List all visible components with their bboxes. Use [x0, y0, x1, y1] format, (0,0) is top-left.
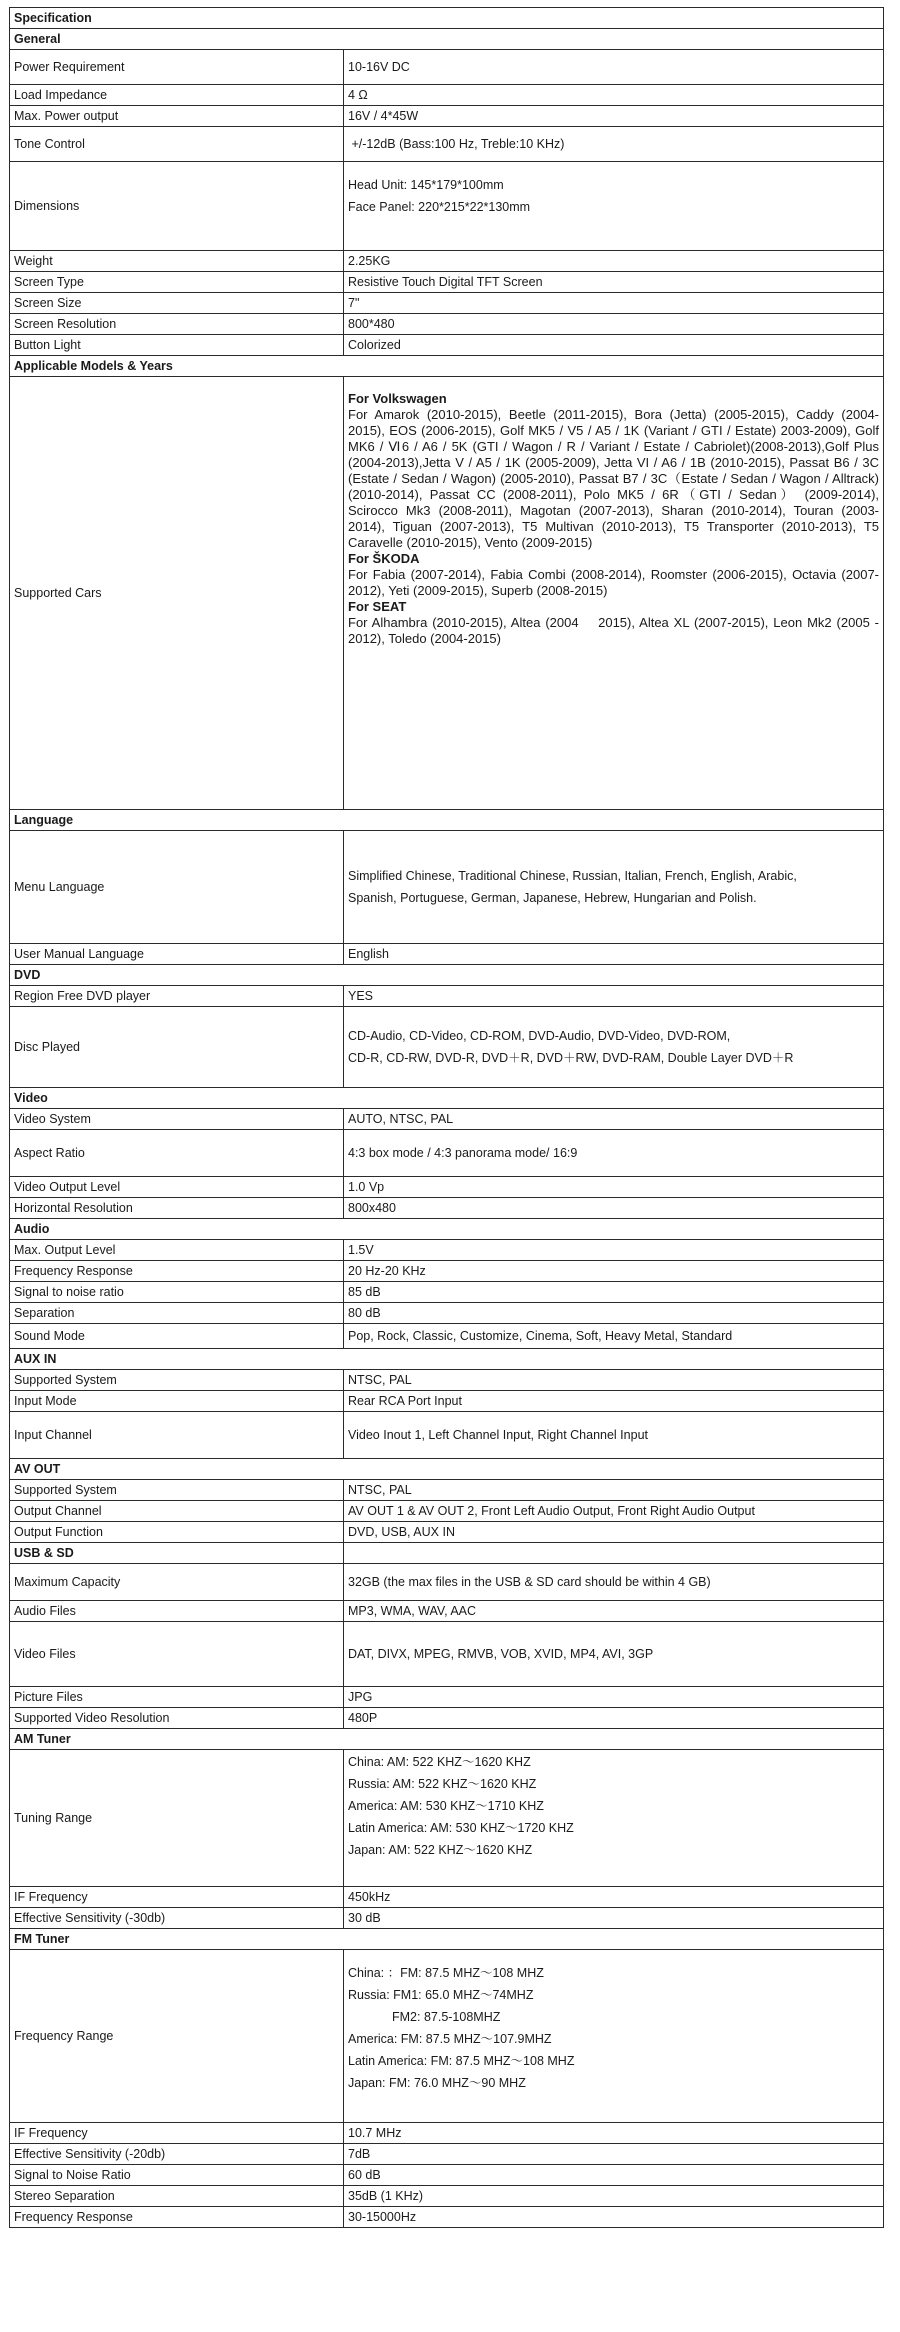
spec-label: Video System	[10, 1109, 344, 1130]
spec-label: Load Impedance	[10, 85, 344, 106]
table-title-row	[10, 8, 884, 29]
spec-label: Stereo Separation	[10, 2186, 344, 2207]
spec-label: Horizontal Resolution	[10, 1198, 344, 1219]
spec-row-video-output-level	[10, 1177, 884, 1198]
spec-label: Disc Played	[10, 1007, 344, 1088]
spec-label: Supported System	[10, 1370, 344, 1391]
value-line: Russia: AM: 522 KHZ～1620 KHZ	[348, 1777, 537, 1791]
spec-row-button-light	[10, 335, 884, 356]
spec-row-max-power-output	[10, 106, 884, 127]
spec-row-supported-system	[10, 1370, 884, 1391]
spec-label: Max. Output Level	[10, 1240, 344, 1261]
spec-label: Video Output Level	[10, 1177, 344, 1198]
spec-label: Aspect Ratio	[10, 1130, 344, 1177]
spec-label: Supported System	[10, 1480, 344, 1501]
value-line: CD-R, CD-RW, DVD-R, DVD＋R, DVD＋RW, DVD-RAM, Double Layer DVD＋R	[348, 1051, 794, 1065]
spec-value: 20 Hz-20 KHz	[344, 1261, 884, 1282]
spec-value: DVD, USB, AUX IN	[344, 1522, 884, 1543]
value-line: Russia: FM1: 65.0 MHZ～74MHZ	[348, 1988, 534, 2002]
spec-label: IF Frequency	[10, 1887, 344, 1908]
spec-value: 16V / 4*45W	[344, 106, 884, 127]
section-header-language	[10, 810, 884, 831]
spec-value: 2.25KG	[344, 251, 884, 272]
spec-row-power-requirement	[10, 50, 884, 85]
spec-row-frequency-response	[10, 2207, 884, 2228]
spec-label: Button Light	[10, 335, 344, 356]
spec-label: Power Requirement	[10, 50, 344, 85]
spec-row-if-frequency	[10, 1887, 884, 1908]
spec-label: Video Files	[10, 1622, 344, 1687]
section-header-dvd	[10, 965, 884, 986]
brand-seat: For SEAT	[348, 599, 407, 614]
spec-label: Tone Control	[10, 127, 344, 162]
spec-row-input-mode	[10, 1391, 884, 1412]
section-header-am-tuner	[10, 1729, 884, 1750]
table-title: Specification	[10, 8, 884, 29]
spec-value: Colorized	[344, 335, 884, 356]
spec-value: 4:3 box mode / 4:3 panorama mode/ 16:9	[344, 1130, 884, 1177]
spec-label: Maximum Capacity	[10, 1564, 344, 1601]
spec-value: 30 dB	[344, 1908, 884, 1929]
spec-value: 1.5V	[344, 1240, 884, 1261]
value-line: Latin America: AM: 530 KHZ～1720 KHZ	[348, 1821, 574, 1835]
value-line: Latin America: FM: 87.5 MHZ～108 MHZ	[348, 2054, 575, 2068]
spec-row-separation	[10, 1303, 884, 1324]
spec-row-supported-cars	[10, 377, 884, 810]
value-line: Japan: AM: 522 KHZ～1620 KHZ	[348, 1843, 533, 1857]
section-header-video	[10, 1088, 884, 1109]
spec-row-user-manual-language	[10, 944, 884, 965]
spec-value	[344, 1750, 884, 1887]
spec-label: Supported Cars	[10, 377, 344, 810]
spec-value: 1.0 Vp	[344, 1177, 884, 1198]
spec-row-video-resolution	[10, 1708, 884, 1729]
spec-value: Video Inout 1, Left Channel Input, Right Channel Input	[344, 1412, 884, 1459]
spec-row-snr	[10, 2165, 884, 2186]
spec-label: Screen Size	[10, 293, 344, 314]
spec-value: MP3, WMA, WAV, AAC	[344, 1601, 884, 1622]
spec-value: 7dB	[344, 2144, 884, 2165]
spec-value: 10.7 MHz	[344, 2123, 884, 2144]
spec-value	[344, 162, 884, 251]
section-title: AV OUT	[10, 1459, 884, 1480]
spec-label: IF Frequency	[10, 2123, 344, 2144]
spec-label: Supported Video Resolution	[10, 1708, 344, 1729]
spec-value: 4 Ω	[344, 85, 884, 106]
section-title: Audio	[10, 1219, 884, 1240]
value-line: Head Unit: 145*179*100mm	[348, 178, 504, 192]
section-title: AUX IN	[10, 1349, 884, 1370]
spec-row-aspect-ratio	[10, 1130, 884, 1177]
spec-value: 60 dB	[344, 2165, 884, 2186]
spec-value: 800x480	[344, 1198, 884, 1219]
section-header-general	[10, 29, 884, 50]
spec-value: 32GB (the max files in the USB & SD card should be within 4 GB)	[344, 1564, 884, 1601]
spec-row-supported-system	[10, 1480, 884, 1501]
spec-row-screen-resolution	[10, 314, 884, 335]
spec-row-load-impedance	[10, 85, 884, 106]
spec-row-frequency-range	[10, 1950, 884, 2123]
spec-row-screen-type	[10, 272, 884, 293]
section-header-aux-in	[10, 1349, 884, 1370]
spec-value: 85 dB	[344, 1282, 884, 1303]
section-header-usb-sd	[10, 1543, 884, 1564]
specification-table	[9, 7, 884, 2228]
value-line: America: AM: 530 KHZ～1710 KHZ	[348, 1799, 544, 1813]
spec-label: Frequency Response	[10, 1261, 344, 1282]
value-line: China: ：FM: 87.5 MHZ～108 MHZ	[348, 1966, 544, 1980]
spec-label: Effective Sensitivity (-20db)	[10, 2144, 344, 2165]
spec-value: NTSC, PAL	[344, 1370, 884, 1391]
spec-value	[344, 1950, 884, 2123]
spec-value: Rear RCA Port Input	[344, 1391, 884, 1412]
spec-value: 80 dB	[344, 1303, 884, 1324]
spec-label: Sound Mode	[10, 1324, 344, 1349]
spec-value: Pop, Rock, Classic, Customize, Cinema, Soft, Heavy Metal, Standard	[344, 1324, 884, 1349]
spec-row-picture-files	[10, 1687, 884, 1708]
spec-row-input-channel	[10, 1412, 884, 1459]
spec-value	[344, 831, 884, 944]
spec-row-region-free	[10, 986, 884, 1007]
spec-label: User Manual Language	[10, 944, 344, 965]
spec-value: 7"	[344, 293, 884, 314]
spec-label: Effective Sensitivity (-30db)	[10, 1908, 344, 1929]
spec-row-sound-mode	[10, 1324, 884, 1349]
spec-row-horizontal-resolution	[10, 1198, 884, 1219]
section-header-applicable-models	[10, 356, 884, 377]
spec-label: Menu Language	[10, 831, 344, 944]
spec-label: Audio Files	[10, 1601, 344, 1622]
spec-row-output-function	[10, 1522, 884, 1543]
spec-label: Screen Resolution	[10, 314, 344, 335]
spec-row-tone-control	[10, 127, 884, 162]
spec-value: 450kHz	[344, 1887, 884, 1908]
spec-row-stereo-separation	[10, 2186, 884, 2207]
spec-value	[344, 377, 884, 810]
section-title: FM Tuner	[10, 1929, 884, 1950]
spec-label: Signal to noise ratio	[10, 1282, 344, 1303]
value-line: FM2: 87.5-108MHZ	[392, 2010, 501, 2024]
spec-value: AUTO, NTSC, PAL	[344, 1109, 884, 1130]
spec-label: Frequency Range	[10, 1950, 344, 2123]
spec-label: Frequency Response	[10, 2207, 344, 2228]
spec-label: Screen Type	[10, 272, 344, 293]
spec-label: Input Mode	[10, 1391, 344, 1412]
spec-row-frequency-response	[10, 1261, 884, 1282]
brand-skoda: For ŠKODA	[348, 551, 420, 566]
spec-label: Input Channel	[10, 1412, 344, 1459]
spec-row-screen-size	[10, 293, 884, 314]
spec-label: Region Free DVD player	[10, 986, 344, 1007]
section-title: Video	[10, 1088, 884, 1109]
spec-value: 480P	[344, 1708, 884, 1729]
section-header-audio	[10, 1219, 884, 1240]
spec-label: Signal to Noise Ratio	[10, 2165, 344, 2186]
spec-row-snr	[10, 1282, 884, 1303]
spec-label: Tuning Range	[10, 1750, 344, 1887]
spec-row-effective-sensitivity	[10, 2144, 884, 2165]
spec-value: 10-16V DC	[344, 50, 884, 85]
section-title: Language	[10, 810, 884, 831]
spec-label: Output Channel	[10, 1501, 344, 1522]
spec-row-max-output-level	[10, 1240, 884, 1261]
spec-value: DAT, DIVX, MPEG, RMVB, VOB, XVID, MP4, AVI, 3GP	[344, 1622, 884, 1687]
value-line: Japan: FM: 76.0 MHZ～90 MHZ	[348, 2076, 526, 2090]
spec-row-disc-played	[10, 1007, 884, 1088]
spec-value: JPG	[344, 1687, 884, 1708]
spec-row-if-frequency	[10, 2123, 884, 2144]
spec-value: 800*480	[344, 314, 884, 335]
spec-value: YES	[344, 986, 884, 1007]
spec-row-menu-language	[10, 831, 884, 944]
section-title: DVD	[10, 965, 884, 986]
section-title: Applicable Models & Years	[10, 356, 884, 377]
empty-cell	[344, 1543, 884, 1564]
brand-volkswagen: For Volkswagen	[348, 391, 447, 406]
model-list: For Amarok (2010-2015), Beetle (2011-2015), Bora (Jetta) (2005-2015), Caddy (2004-2015), EOS (2006-2015), Golf MK5 / V5 / A5 / 1K (Variant / GTI / Estate) 2003-2009), Golf MK6 / Ⅵ6 / A6 / 5K (GTI / Wagon / R / Variant / Estate / Cabriolet)(2008-2013),Golf Plus (2004-2013),Jetta V / A5 / 1K (2005-2009), Jetta VI / A6 / 1B (2010-2015), Passat B6 / 3C (Estate / Sedan / Wagon) (2005-2010), Passat B7 / 3C（Estate / Sedan / Wagon / Alltrack) (2010-2014), Passat CC (2008-2011), Polo MK5 / 6R（GTI / Sedan） (2009-2014), Scirocco Mk3 (2008-2011), Magotan (2007-2013), Sharan (2010-2014), Touran (2003-2014), Tiguan (2007-2013), T5 Multivan (2010-2013), T5 Transporter (2010-2013), T5 Caravelle (2010-2015), Vento (2009-2015)	[348, 407, 880, 550]
section-title: General	[10, 29, 884, 50]
spec-value: 30-15000Hz	[344, 2207, 884, 2228]
spec-value: English	[344, 944, 884, 965]
spec-row-output-channel	[10, 1501, 884, 1522]
spec-row-tuning-range	[10, 1750, 884, 1887]
section-header-fm-tuner	[10, 1929, 884, 1950]
spec-row-video-system	[10, 1109, 884, 1130]
spec-row-video-files	[10, 1622, 884, 1687]
value-line: China: AM: 522 KHZ～1620 KHZ	[348, 1755, 531, 1769]
spec-value: +/-12dB (Bass:100 Hz, Treble:10 KHz)	[344, 127, 884, 162]
spec-value: NTSC, PAL	[344, 1480, 884, 1501]
spec-row-effective-sensitivity	[10, 1908, 884, 1929]
spec-label: Weight	[10, 251, 344, 272]
spec-label: Separation	[10, 1303, 344, 1324]
value-line: Face Panel: 220*215*22*130mm	[348, 200, 531, 214]
section-title: USB & SD	[10, 1543, 344, 1564]
spec-row-weight	[10, 251, 884, 272]
spec-value: AV OUT 1 & AV OUT 2, Front Left Audio Output, Front Right Audio Output	[344, 1501, 884, 1522]
section-title: AM Tuner	[10, 1729, 884, 1750]
spec-value: Resistive Touch Digital TFT Screen	[344, 272, 884, 293]
spec-row-audio-files	[10, 1601, 884, 1622]
spec-value	[344, 1007, 884, 1088]
spec-row-dimensions	[10, 162, 884, 251]
value-line: Spanish, Portuguese, German, Japanese, Hebrew, Hungarian and Polish.	[348, 891, 757, 905]
value-line: America: FM: 87.5 MHZ～107.9MHZ	[348, 2032, 552, 2046]
spec-label: Picture Files	[10, 1687, 344, 1708]
value-line: CD-Audio, CD-Video, CD-ROM, DVD-Audio, DVD-Video, DVD-ROM,	[348, 1029, 731, 1043]
spec-value: 35dB (1 KHz)	[344, 2186, 884, 2207]
spec-label: Output Function	[10, 1522, 344, 1543]
value-line: Simplified Chinese, Traditional Chinese, Russian, Italian, French, English, Arabic,	[348, 869, 797, 883]
spec-label: Dimensions	[10, 162, 344, 251]
spec-label: Max. Power output	[10, 106, 344, 127]
spec-row-max-capacity	[10, 1564, 884, 1601]
model-list: For Fabia (2007-2014), Fabia Combi (2008-2014), Roomster (2006-2015), Octavia (2007-2012), Yeti (2009-2015), Superb (2008-2015)	[348, 567, 880, 598]
model-list: For Alhambra (2010-2015), Altea (2004 2015), Altea XL (2007-2015), Leon Mk2 (2005 - 2012), Toledo (2004-2015)	[348, 615, 883, 646]
section-header-av-out	[10, 1459, 884, 1480]
